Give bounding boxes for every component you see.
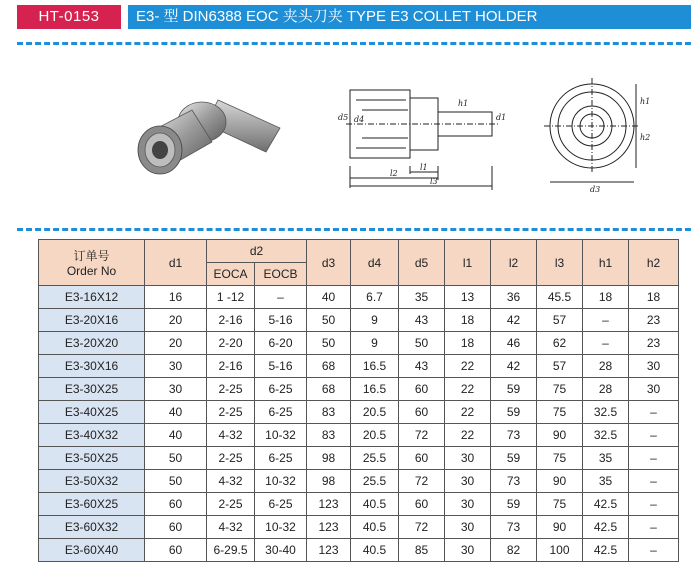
- table-cell: 9: [351, 309, 399, 332]
- order-number-cell: E3-60X40: [39, 539, 145, 562]
- product-code-badge: HT-0153: [17, 5, 121, 29]
- table-cell: 83: [307, 401, 351, 424]
- front-view-drawing: [540, 70, 660, 200]
- specification-table: [38, 239, 679, 562]
- order-number-cell: E3-50X32: [39, 470, 145, 493]
- header-order-no: [39, 240, 145, 286]
- table-cell: 59: [491, 493, 537, 516]
- table-cell: 42.5: [583, 539, 629, 562]
- table-row: [39, 286, 679, 309]
- table-cell: 6-25: [255, 493, 307, 516]
- table-cell: 50: [145, 470, 207, 493]
- table-row: [39, 539, 679, 562]
- table-cell: 57: [537, 309, 583, 332]
- table-cell: 42.5: [583, 516, 629, 539]
- table-cell: –: [583, 332, 629, 355]
- table-cell: 42.5: [583, 493, 629, 516]
- header-eocb: EOCB: [255, 263, 307, 286]
- table-cell: 2-25: [207, 493, 255, 516]
- table-cell: 6-25: [255, 447, 307, 470]
- table-cell: 2-25: [207, 447, 255, 470]
- table-cell: 50: [307, 309, 351, 332]
- label-d3: d3: [590, 185, 601, 194]
- table-row: [39, 516, 679, 539]
- table-cell: 90: [537, 516, 583, 539]
- table-cell: 20.5: [351, 424, 399, 447]
- table-cell: 98: [307, 470, 351, 493]
- label-l3: l3: [430, 177, 438, 186]
- header-h2: h2: [629, 240, 679, 286]
- table-cell: 20.5: [351, 401, 399, 424]
- table-cell: 60: [399, 378, 445, 401]
- table-cell: 5-16: [255, 355, 307, 378]
- table-cell: 73: [491, 516, 537, 539]
- table-cell: 6-20: [255, 332, 307, 355]
- table-cell: –: [629, 539, 679, 562]
- table-cell: 25.5: [351, 470, 399, 493]
- table-cell: 82: [491, 539, 537, 562]
- table-cell: 43: [399, 355, 445, 378]
- table-cell: 2-20: [207, 332, 255, 355]
- table-cell: 16: [145, 286, 207, 309]
- table-cell: 43: [399, 309, 445, 332]
- table-cell: –: [629, 447, 679, 470]
- table-row: [39, 401, 679, 424]
- table-cell: 35: [399, 286, 445, 309]
- table-cell: 4-32: [207, 516, 255, 539]
- table-cell: –: [629, 470, 679, 493]
- table-cell: 123: [307, 539, 351, 562]
- table-row: [39, 378, 679, 401]
- header-d1: d1: [145, 240, 207, 286]
- table-cell: 22: [445, 355, 491, 378]
- table-cell: 62: [537, 332, 583, 355]
- table-cell: 40: [145, 424, 207, 447]
- page-header: [0, 0, 691, 34]
- table-cell: 75: [537, 378, 583, 401]
- order-number-cell: E3-16X12: [39, 286, 145, 309]
- table-cell: 9: [351, 332, 399, 355]
- table-cell: 90: [537, 470, 583, 493]
- table-cell: 59: [491, 378, 537, 401]
- table-cell: 98: [307, 447, 351, 470]
- table-cell: 90: [537, 424, 583, 447]
- table-cell: 75: [537, 493, 583, 516]
- table-cell: 75: [537, 447, 583, 470]
- table-cell: 50: [145, 447, 207, 470]
- table-row: [39, 309, 679, 332]
- table-cell: –: [629, 424, 679, 447]
- order-number-cell: E3-60X32: [39, 516, 145, 539]
- order-number-cell: E3-30X16: [39, 355, 145, 378]
- table-cell: 10-32: [255, 516, 307, 539]
- table-cell: 30-40: [255, 539, 307, 562]
- header-d2: d2: [207, 240, 307, 263]
- table-cell: 100: [537, 539, 583, 562]
- table-cell: 2-25: [207, 378, 255, 401]
- table-cell: 60: [399, 401, 445, 424]
- table-cell: 20: [145, 332, 207, 355]
- table-cell: 42: [491, 309, 537, 332]
- table-cell: 28: [583, 378, 629, 401]
- header-d5: d5: [399, 240, 445, 286]
- table-cell: 59: [491, 401, 537, 424]
- table-cell: 4-32: [207, 424, 255, 447]
- table-cell: 72: [399, 470, 445, 493]
- table-cell: 30: [445, 447, 491, 470]
- table-cell: 57: [537, 355, 583, 378]
- table-cell: 32.5: [583, 401, 629, 424]
- table-cell: 23: [629, 309, 679, 332]
- header-h1: h1: [583, 240, 629, 286]
- table-cell: 6-29.5: [207, 539, 255, 562]
- order-number-cell: E3-20X16: [39, 309, 145, 332]
- table-cell: 6-25: [255, 401, 307, 424]
- table-cell: 60: [399, 493, 445, 516]
- table-cell: 22: [445, 378, 491, 401]
- table-cell: 28: [583, 355, 629, 378]
- table-cell: 30: [629, 378, 679, 401]
- table-cell: 13: [445, 286, 491, 309]
- table-cell: 2-16: [207, 355, 255, 378]
- label-d5: d5: [338, 113, 349, 122]
- table-cell: 22: [445, 424, 491, 447]
- order-number-cell: E3-40X25: [39, 401, 145, 424]
- table-cell: 5-16: [255, 309, 307, 332]
- table-cell: 59: [491, 447, 537, 470]
- table-cell: 123: [307, 516, 351, 539]
- table-cell: 68: [307, 378, 351, 401]
- table-cell: 4-32: [207, 470, 255, 493]
- table-cell: 16.5: [351, 355, 399, 378]
- header-d3: d3: [307, 240, 351, 286]
- table-cell: 20: [145, 309, 207, 332]
- order-number-cell: E3-40X32: [39, 424, 145, 447]
- table-cell: 18: [445, 309, 491, 332]
- table-row: [39, 355, 679, 378]
- table-cell: 10-32: [255, 470, 307, 493]
- table-cell: 36: [491, 286, 537, 309]
- table-cell: 18: [583, 286, 629, 309]
- top-divider: [17, 42, 691, 45]
- middle-divider: [17, 228, 691, 231]
- side-view-drawing: [310, 70, 510, 200]
- table-cell: 32.5: [583, 424, 629, 447]
- table-cell: 1 -12: [207, 286, 255, 309]
- label-l2: l2: [390, 169, 398, 178]
- table-cell: 46: [491, 332, 537, 355]
- order-number-cell: E3-50X25: [39, 447, 145, 470]
- table-cell: 75: [537, 401, 583, 424]
- header-l3: l3: [537, 240, 583, 286]
- table-row: [39, 470, 679, 493]
- table-cell: 60: [399, 447, 445, 470]
- table-cell: 30: [145, 355, 207, 378]
- table-cell: 83: [307, 424, 351, 447]
- table-row: [39, 424, 679, 447]
- table-cell: 123: [307, 493, 351, 516]
- table-cell: 35: [583, 470, 629, 493]
- order-number-cell: E3-30X25: [39, 378, 145, 401]
- table-cell: 2-16: [207, 309, 255, 332]
- table-cell: 40.5: [351, 516, 399, 539]
- table-cell: 85: [399, 539, 445, 562]
- table-cell: –: [629, 516, 679, 539]
- table-cell: 45.5: [537, 286, 583, 309]
- table-cell: 25.5: [351, 447, 399, 470]
- table-cell: 30: [629, 355, 679, 378]
- label-h1-front: h1: [640, 97, 651, 106]
- table-cell: 50: [399, 332, 445, 355]
- table-cell: 30: [445, 493, 491, 516]
- table-cell: 6-25: [255, 378, 307, 401]
- table-cell: 60: [145, 516, 207, 539]
- table-cell: 10-32: [255, 424, 307, 447]
- table-cell: 30: [445, 470, 491, 493]
- table-cell: –: [629, 493, 679, 516]
- label-h1: h1: [458, 99, 469, 108]
- order-number-cell: E3-20X20: [39, 332, 145, 355]
- table-cell: 30: [445, 516, 491, 539]
- table-cell: 18: [629, 286, 679, 309]
- label-d4: d4: [354, 115, 365, 124]
- table-cell: 23: [629, 332, 679, 355]
- table-cell: 40: [307, 286, 351, 309]
- table-cell: 2-25: [207, 401, 255, 424]
- table-cell: 68: [307, 355, 351, 378]
- label-d1: d1: [496, 113, 507, 122]
- table-cell: 60: [145, 539, 207, 562]
- header-eoca: EOCA: [207, 263, 255, 286]
- table-row: [39, 447, 679, 470]
- table-cell: 72: [399, 516, 445, 539]
- table-cell: 30: [445, 539, 491, 562]
- table-cell: 42: [491, 355, 537, 378]
- header-order-en: Order No: [66, 264, 117, 278]
- header-l2: l2: [491, 240, 537, 286]
- table-cell: 40: [145, 401, 207, 424]
- table-cell: 60: [145, 493, 207, 516]
- table-cell: 72: [399, 424, 445, 447]
- table-cell: 73: [491, 424, 537, 447]
- label-h2: h2: [640, 133, 651, 142]
- product-photo: [130, 80, 300, 190]
- table-row: [39, 332, 679, 355]
- table-cell: –: [629, 401, 679, 424]
- header-l1: l1: [445, 240, 491, 286]
- header-order-cn: 订单号: [73, 249, 110, 263]
- table-cell: 30: [145, 378, 207, 401]
- table-cell: 40.5: [351, 493, 399, 516]
- table-cell: 50: [307, 332, 351, 355]
- product-images: [0, 60, 691, 210]
- header-d4: d4: [351, 240, 399, 286]
- table-cell: 22: [445, 401, 491, 424]
- order-number-cell: E3-60X25: [39, 493, 145, 516]
- table-cell: –: [583, 309, 629, 332]
- table-row: [39, 493, 679, 516]
- label-l1: l1: [420, 163, 428, 172]
- table-cell: 73: [491, 470, 537, 493]
- table-cell: 16.5: [351, 378, 399, 401]
- table-cell: 6.7: [351, 286, 399, 309]
- table-cell: –: [255, 286, 307, 309]
- table-cell: 40.5: [351, 539, 399, 562]
- table-cell: 35: [583, 447, 629, 470]
- table-cell: 18: [445, 332, 491, 355]
- product-title: E3- 型 DIN6388 EOC 夹头刀夹 TYPE E3 COLLET HOLDER: [128, 5, 691, 29]
